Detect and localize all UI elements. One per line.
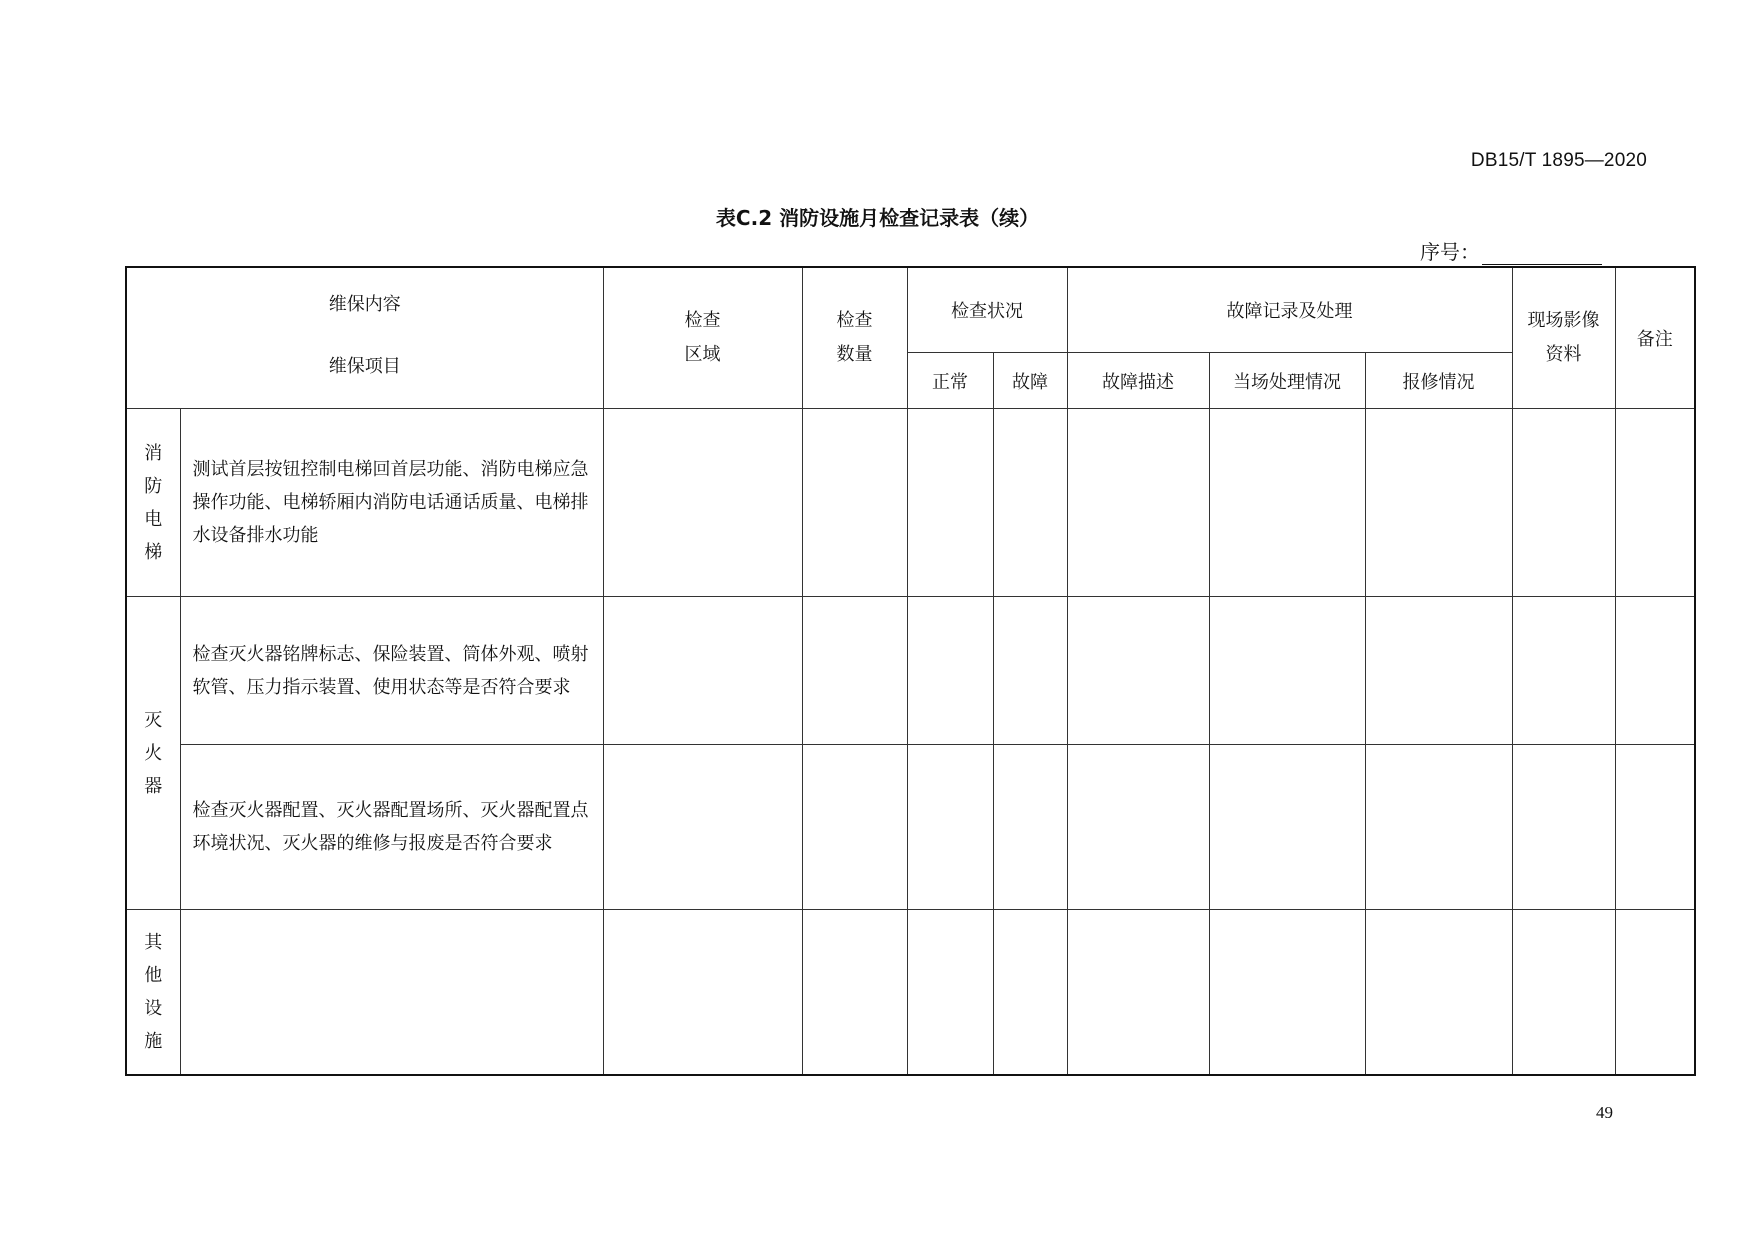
record-cell[interactable] [1209,745,1365,910]
record-cell[interactable] [1615,910,1695,1075]
record-cell[interactable] [1067,910,1209,1075]
onsite-photo-header: 现场影像 资料 [1512,267,1615,409]
maintenance-item-label: 维保项目 [328,356,401,377]
category-cell [126,597,180,910]
record-cell[interactable] [993,745,1067,910]
record-cell[interactable] [1615,745,1695,910]
repair-report-header: 报修情况 [1365,353,1512,409]
record-cell[interactable] [1615,409,1695,597]
record-cell[interactable] [802,409,907,597]
record-cell[interactable] [1512,597,1615,745]
category-char: 电 [144,508,163,530]
category-char: 消 [144,442,163,464]
record-cell[interactable] [1365,745,1512,910]
record-cell[interactable] [1512,910,1615,1075]
record-cell[interactable] [1067,745,1209,910]
record-cell[interactable] [1067,409,1209,597]
record-cell[interactable] [907,910,993,1075]
record-cell[interactable] [1365,910,1512,1075]
record-cell[interactable] [1209,409,1365,597]
record-cell[interactable] [603,597,802,745]
table-row [126,597,1695,745]
record-cell[interactable] [1615,597,1695,745]
table-title: 表C.2 消防设施月检查记录表（续） [715,206,1040,230]
maintenance-item-cell: 检查灭火器配置、灭火器配置场所、灭火器配置点环境状况、灭火器的维修与报废是否符合要求 [180,745,603,910]
category-char: 他 [144,964,163,986]
fault-record-header: 故障记录及处理 [1067,267,1512,353]
table-row [126,745,1695,910]
category-char: 火 [144,742,163,764]
category-char: 设 [144,997,163,1019]
record-cell[interactable] [993,597,1067,745]
record-cell[interactable] [802,745,907,910]
inspection-quantity-header: 检查 数量 [802,267,907,409]
record-cell[interactable] [802,597,907,745]
category-char: 其 [144,931,163,953]
record-cell[interactable] [1512,409,1615,597]
status-normal-header: 正常 [907,353,993,409]
table-row [126,409,1695,597]
record-cell[interactable] [1512,745,1615,910]
maintenance-item-cell: 检查灭火器铭牌标志、保险装置、筒体外观、喷射软管、压力指示装置、使用状态等是否符合要求 [180,597,603,745]
inspection-record-table [125,266,1696,1076]
maintenance-content-label: 维保内容 [328,294,401,315]
record-cell[interactable] [802,910,907,1075]
record-cell[interactable] [1209,597,1365,745]
document-code: DB15/T 1895—2020 [1470,150,1647,171]
category-char: 施 [144,1030,163,1052]
status-fault-header: 故障 [993,353,1067,409]
inspection-status-header: 检查状况 [907,267,1067,353]
maintenance-item-cell: 测试首层按钮控制电梯回首层功能、消防电梯应急操作功能、电梯轿厢内消防电话通话质量、电梯排水设备排水功能 [180,409,603,597]
serial-number-blank [1482,244,1602,265]
record-cell[interactable] [907,745,993,910]
record-cell[interactable] [907,597,993,745]
record-cell[interactable] [1067,597,1209,745]
remarks-header: 备注 [1615,267,1695,409]
page-number: 49 [1596,1103,1613,1122]
serial-number-field [1420,236,1602,265]
serial-number-label: 序号： [1420,240,1480,264]
record-cell[interactable] [603,409,802,597]
category-char: 器 [144,775,163,797]
record-cell[interactable] [993,409,1067,597]
record-cell[interactable] [1209,910,1365,1075]
record-cell[interactable] [603,910,802,1075]
category-cell [126,409,180,597]
record-cell[interactable] [603,745,802,910]
table-row [126,910,1695,1075]
record-cell[interactable] [907,409,993,597]
category-char: 防 [144,475,163,497]
fault-description-header: 故障描述 [1067,353,1209,409]
category-cell [126,910,180,1075]
category-char: 灭 [144,709,163,731]
record-cell[interactable] [1365,409,1512,597]
onsite-handling-header: 当场处理情况 [1209,353,1365,409]
category-char: 梯 [144,541,163,563]
inspection-area-header: 检查 区域 [603,267,802,409]
maintenance-content-header [126,267,603,409]
maintenance-item-cell [180,910,603,1075]
record-cell[interactable] [993,910,1067,1075]
record-cell[interactable] [1365,597,1512,745]
